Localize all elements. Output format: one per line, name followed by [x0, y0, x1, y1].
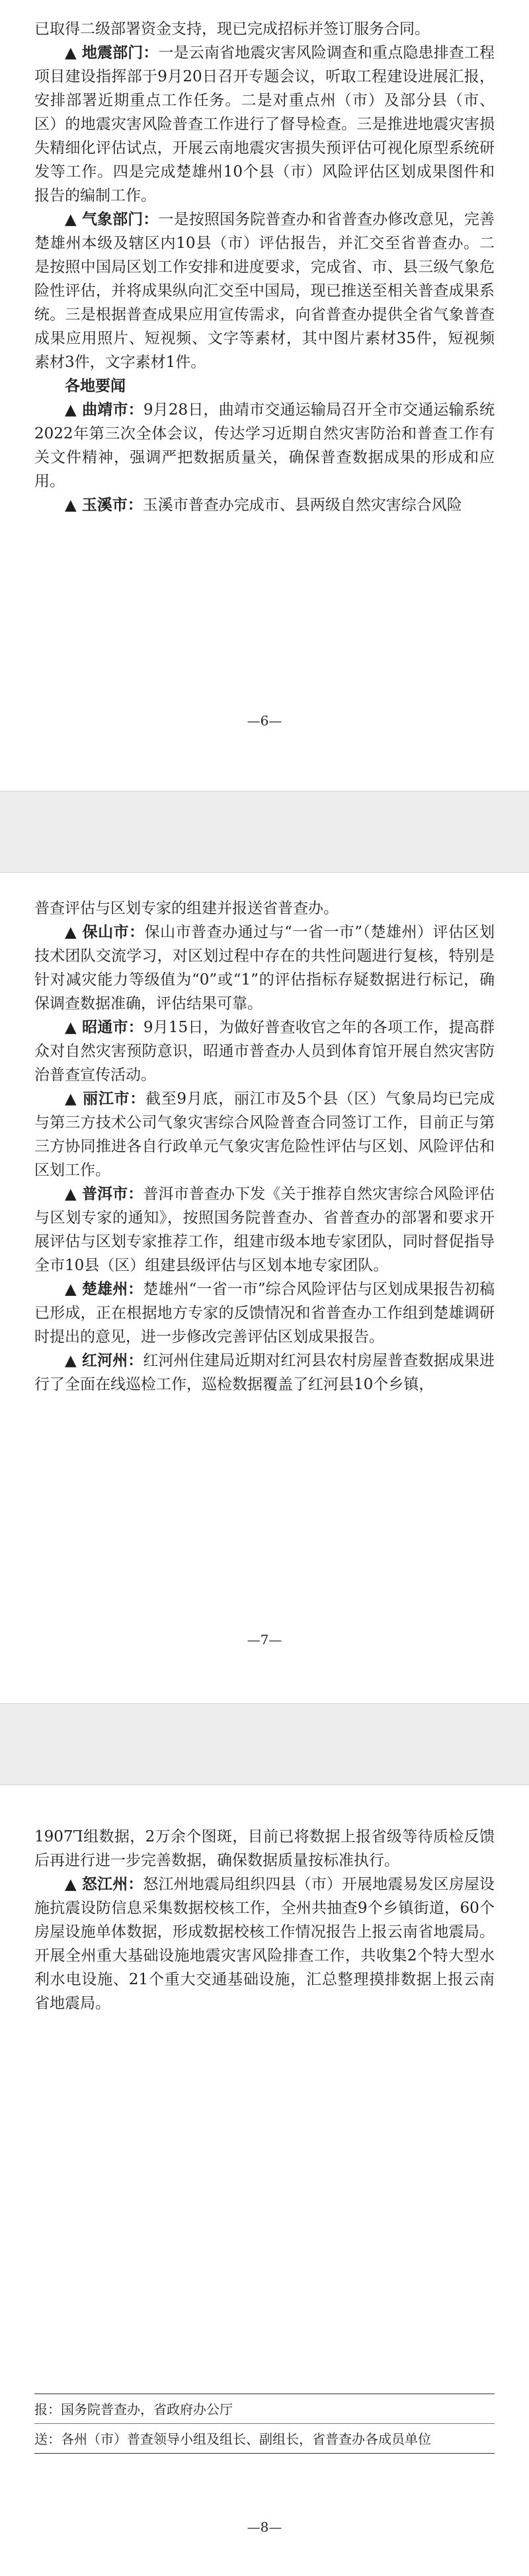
paragraph-continued: 已取得二级部署资金支持，现已完成招标并签订服务合同。	[34, 20, 430, 38]
paragraph-lead: ▲ 曲靖市：	[65, 401, 143, 419]
paragraph-lead: ▲ 普洱市：	[65, 1186, 143, 1203]
paragraph-text: 一是按照国务院普查办和省普查办修改意见，完善楚雄州本级及辖区内10县（市）评估报告，并汇交至省普查办。二是按照中国局区划工作安排和进度要求，完成省、市、县三级气象危险性评估，并将成果纵向汇交至中国局，现已推送至相关普查成果系统。三是根据普查成果应用宣传需求，向省普查办提供全省气象普查成果应用照片、短视频、文字等素材，其中图片素材35件，短视频素材3件，文字素材1件。	[34, 211, 495, 371]
page-separator	[0, 791, 529, 873]
page-number: —6—	[247, 713, 282, 729]
paragraph-text: 普洱市普查办下发《关于推荐自然灾害综合风险评估与区划专家的通知》，按照国务院普查办、省普查办的部署和要求开展评估与区划专家推荐工作，组建市级本地专家团队，同时督促指导全市10县（区）组建县级评估与区划本地专家团队。	[34, 1186, 495, 1274]
page-8-content	[0, 1785, 529, 2015]
paragraph-text: 截至9月底，丽江市及5个县（区）气象局均已完成与第三方技术公司气象灾害综合风险普查合同签订工作，目前正与第三方协同推进各自行政单元气象灾害危险性评估与区划、风险评估和区划工作。	[34, 1090, 495, 1179]
paragraph-qujing	[34, 398, 495, 493]
paragraph-continued: 1907Ꞁ组数据，2万余个图斑，目前已将数据上报省级等待质检反馈后再进行进一步完善数据，确保数据质量按标准执行。	[34, 1828, 495, 1869]
footer-report-to: 报：国务院普查办，省政府办公厅	[34, 2401, 233, 2417]
paragraph-lead: ▲ 玉溪市：	[65, 497, 143, 514]
page-separator	[0, 1703, 529, 1785]
paragraph-lead: ▲ 红河州：	[65, 1352, 143, 1369]
paragraph-lead: ▲ 气象部门：	[65, 211, 159, 228]
paragraph-meteorology-dept	[34, 208, 495, 374]
page-number: —8—	[247, 2519, 282, 2535]
distribution-footer	[34, 2394, 495, 2454]
paragraph-lead: ▲ 丽江市：	[65, 1090, 145, 1107]
paragraph-lijiang	[34, 1087, 495, 1182]
page-7	[0, 873, 529, 1703]
paragraph-text: 楚雄州“一省一市”综合风险评估与区划成果报告初稿已形成，正在根据地方专家的反馈情况和省普查办工作组到楚雄调研时提出的意见，进一步修改完善评估区划成果报告。	[34, 1281, 495, 1346]
footer-rule-bottom	[34, 2453, 495, 2454]
page-number: —7—	[247, 1632, 282, 1648]
footer-send-to: 送：各州（市）普查领导小组及组长、副组长，省普查办各成员单位	[34, 2431, 431, 2447]
page-8	[0, 1785, 529, 2576]
paragraph-text: 9月28日，曲靖市交通运输局召开全市交通运输系统2022年第三次全体会议，传达学习近期自然灾害防治和普查工作有关文件精神，强调严把数据质量关，确保普查数据成果的形成和应用。	[34, 401, 495, 490]
paragraph-baoshan	[34, 920, 495, 1016]
page-6-content	[0, 0, 529, 517]
paragraph-lead: ▲ 保山市：	[65, 924, 145, 941]
section-heading: 各地要闻	[65, 378, 126, 395]
paragraph-continued: 普查评估与区划专家的组建并报送省普查办。	[34, 900, 339, 917]
paragraph-puer	[34, 1182, 495, 1277]
paragraph-text: 怒江州地震局组织四县（市）开展地震易发区房屋设施抗震设防信息采集数据校核工作，全州共抽查9个乡镇街道，60个房屋设施单体数据，形成数据校核工作情况报告上报云南省地震局。开展全州重大基础设施地震灾害风险排查工作，共收集2个特大型水利水电设施、21个重大交通基础设施，汇总整理摸排数据上报云南省地震局。	[34, 1876, 495, 2012]
paragraph-seismic-dept	[34, 41, 495, 208]
paragraph-lead: ▲ 楚雄州：	[65, 1281, 143, 1298]
paragraph-lead: ▲ 怒江州：	[65, 1876, 143, 1893]
paragraph-text: 一是云南省地震灾害风险调查和重点隐患排查工程项目建设指挥部于9月20日召开专题会议，听取工程建设进展汇报，安排部署近期重点工作任务。二是对重点州（市）及部分县（市、区）的地震灾害风险普查工作进行了督导检查。三是推进地震灾害损失精细化评估试点，开展云南地震灾害损失预评估可视化原型系统研发等工作。四是完成楚雄州10个县（市）风险评估区划成果图件和报告的编制工作。	[34, 44, 495, 204]
paragraph-text: 红河州住建局近期对红河县农村房屋普查数据成果进行了全面在线巡检工作，巡检数据覆盖了红河县10个乡镇，	[34, 1352, 495, 1393]
paragraph-lead: ▲ 地震部门：	[65, 44, 159, 61]
paragraph-chuxiong	[34, 1277, 495, 1349]
paragraph-text: 9月15日，为做好普查收官之年的各项工作，提高群众对自然灾害预防意识，昭通市普查办人员到体育馆开展自然灾害防治普查宣传活动。	[34, 1019, 495, 1084]
paragraph-nujiang	[34, 1872, 495, 2015]
paragraph-zhaotong	[34, 1016, 495, 1087]
page-7-content	[0, 873, 529, 1396]
paragraph-text: 玉溪市普查办完成市、县两级自然灾害综合风险	[142, 497, 462, 514]
paragraph-text: 保山市普查办通过与“一省一市”（楚雄州）评估区划技术团队交流学习，对区划过程中存在的共性问题进行复核，特别是针对减灾能力等级值为“0”或“1”的评估指标存疑数据进行标记，确保调查数据准确，评估结果可靠。	[34, 924, 495, 1012]
page-6	[0, 0, 529, 791]
paragraph-yuxi	[34, 493, 495, 517]
paragraph-lead: ▲ 昭通市：	[65, 1019, 143, 1036]
paragraph-honghe	[34, 1349, 495, 1396]
